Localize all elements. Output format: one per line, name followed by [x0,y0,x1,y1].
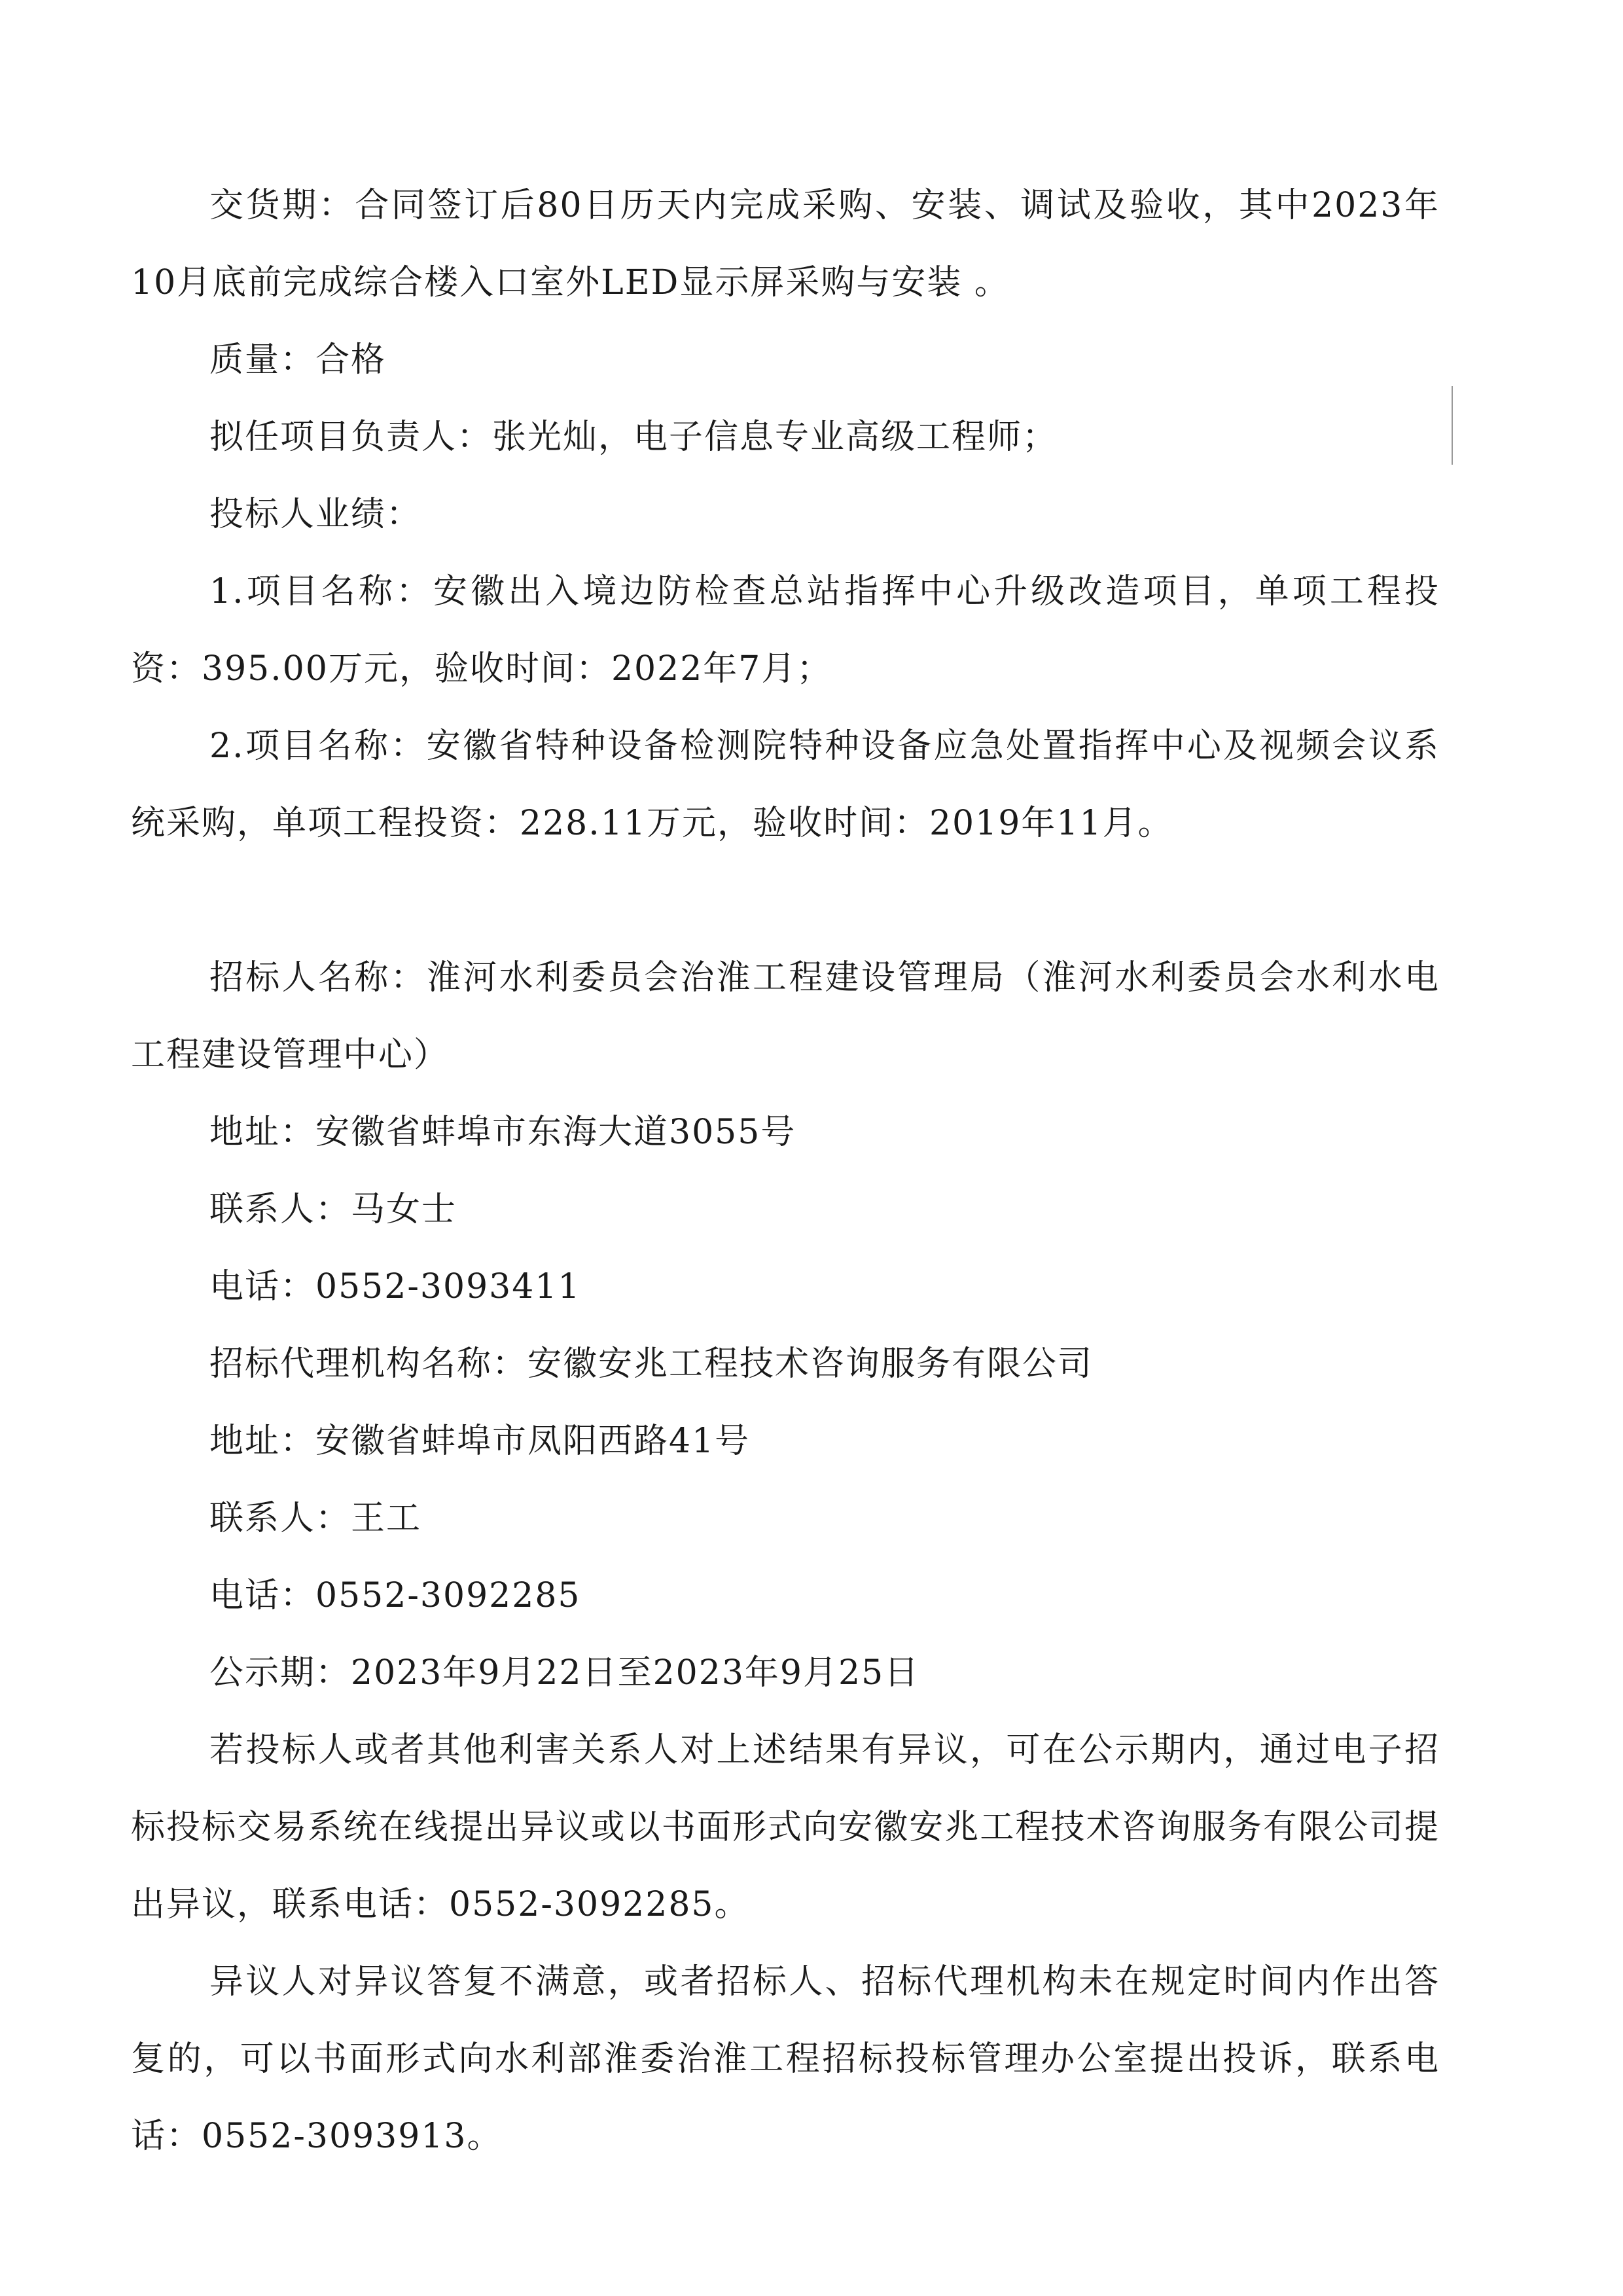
agency-name-paragraph: 招标代理机构名称：安徽安兆工程技术咨询服务有限公司 [209,1344,1094,1384]
agency-address-paragraph: 地址：安徽省蚌埠市凤阳西路41号 [209,1422,751,1461]
delivery-period-paragraph: 交货期：合同签订后80日历天内完成采购、安装、调试及验收，其中2023年10月底前完成综合楼入口室外LED显示屏采购与安装 。 [131,186,1440,302]
quality-paragraph: 质量：合格 [209,340,387,380]
objection-paragraph: 若投标人或者其他利害关系人对上述结果有异议，可在公示期内，通过电子招标投标交易系统在线提出异议或以书面形式向安徽安兆工程技术咨询服务有限公司提出异议，联系电话：0552-3092285。 [131,1731,1440,1924]
tenderer-contact-paragraph: 联系人：马女士 [209,1190,457,1229]
section-gap [131,862,1440,939]
publicity-period-paragraph: 公示期：2023年9月22日至2023年9月25日 [209,1653,920,1693]
complaint-paragraph: 异议人对异议答复不满意，或者招标人、招标代理机构未在规定时间内作出答复的，可以书面形式向水利部淮委治淮工程招标投标管理办公室提出投诉，联系电话：0552-3093913。 [131,1962,1440,2156]
document-body [131,167,1440,2175]
project-manager-paragraph: 拟任项目负责人：张光灿，电子信息专业高级工程师； [209,418,1058,457]
scan-margin-mark [1452,386,1453,465]
performance-item-1: 1.项目名称：安徽出入境边防检查总站指挥中心升级改造项目，单项工程投资：395.00万元，验收时间：2022年7月； [131,572,1440,689]
agency-contact-paragraph: 联系人：王工 [209,1499,422,1538]
bidder-performance-heading: 投标人业绩： [209,495,422,534]
tenderer-phone-paragraph: 电话：0552-3093411 [209,1267,581,1306]
tenderer-address-paragraph: 地址：安徽省蚌埠市东海大道3055号 [209,1113,796,1152]
performance-item-2: 2.项目名称：安徽省特种设备检测院特种设备应急处置指挥中心及视频会议系统采购，单项工程投资：228.11万元，验收时间：2019年11月。 [131,726,1440,843]
tenderer-name-paragraph: 招标人名称：淮河水利委员会治淮工程建设管理局（淮河水利委员会水利水电工程建设管理中心） [131,958,1440,1075]
agency-phone-paragraph: 电话：0552-3092285 [209,1576,581,1615]
